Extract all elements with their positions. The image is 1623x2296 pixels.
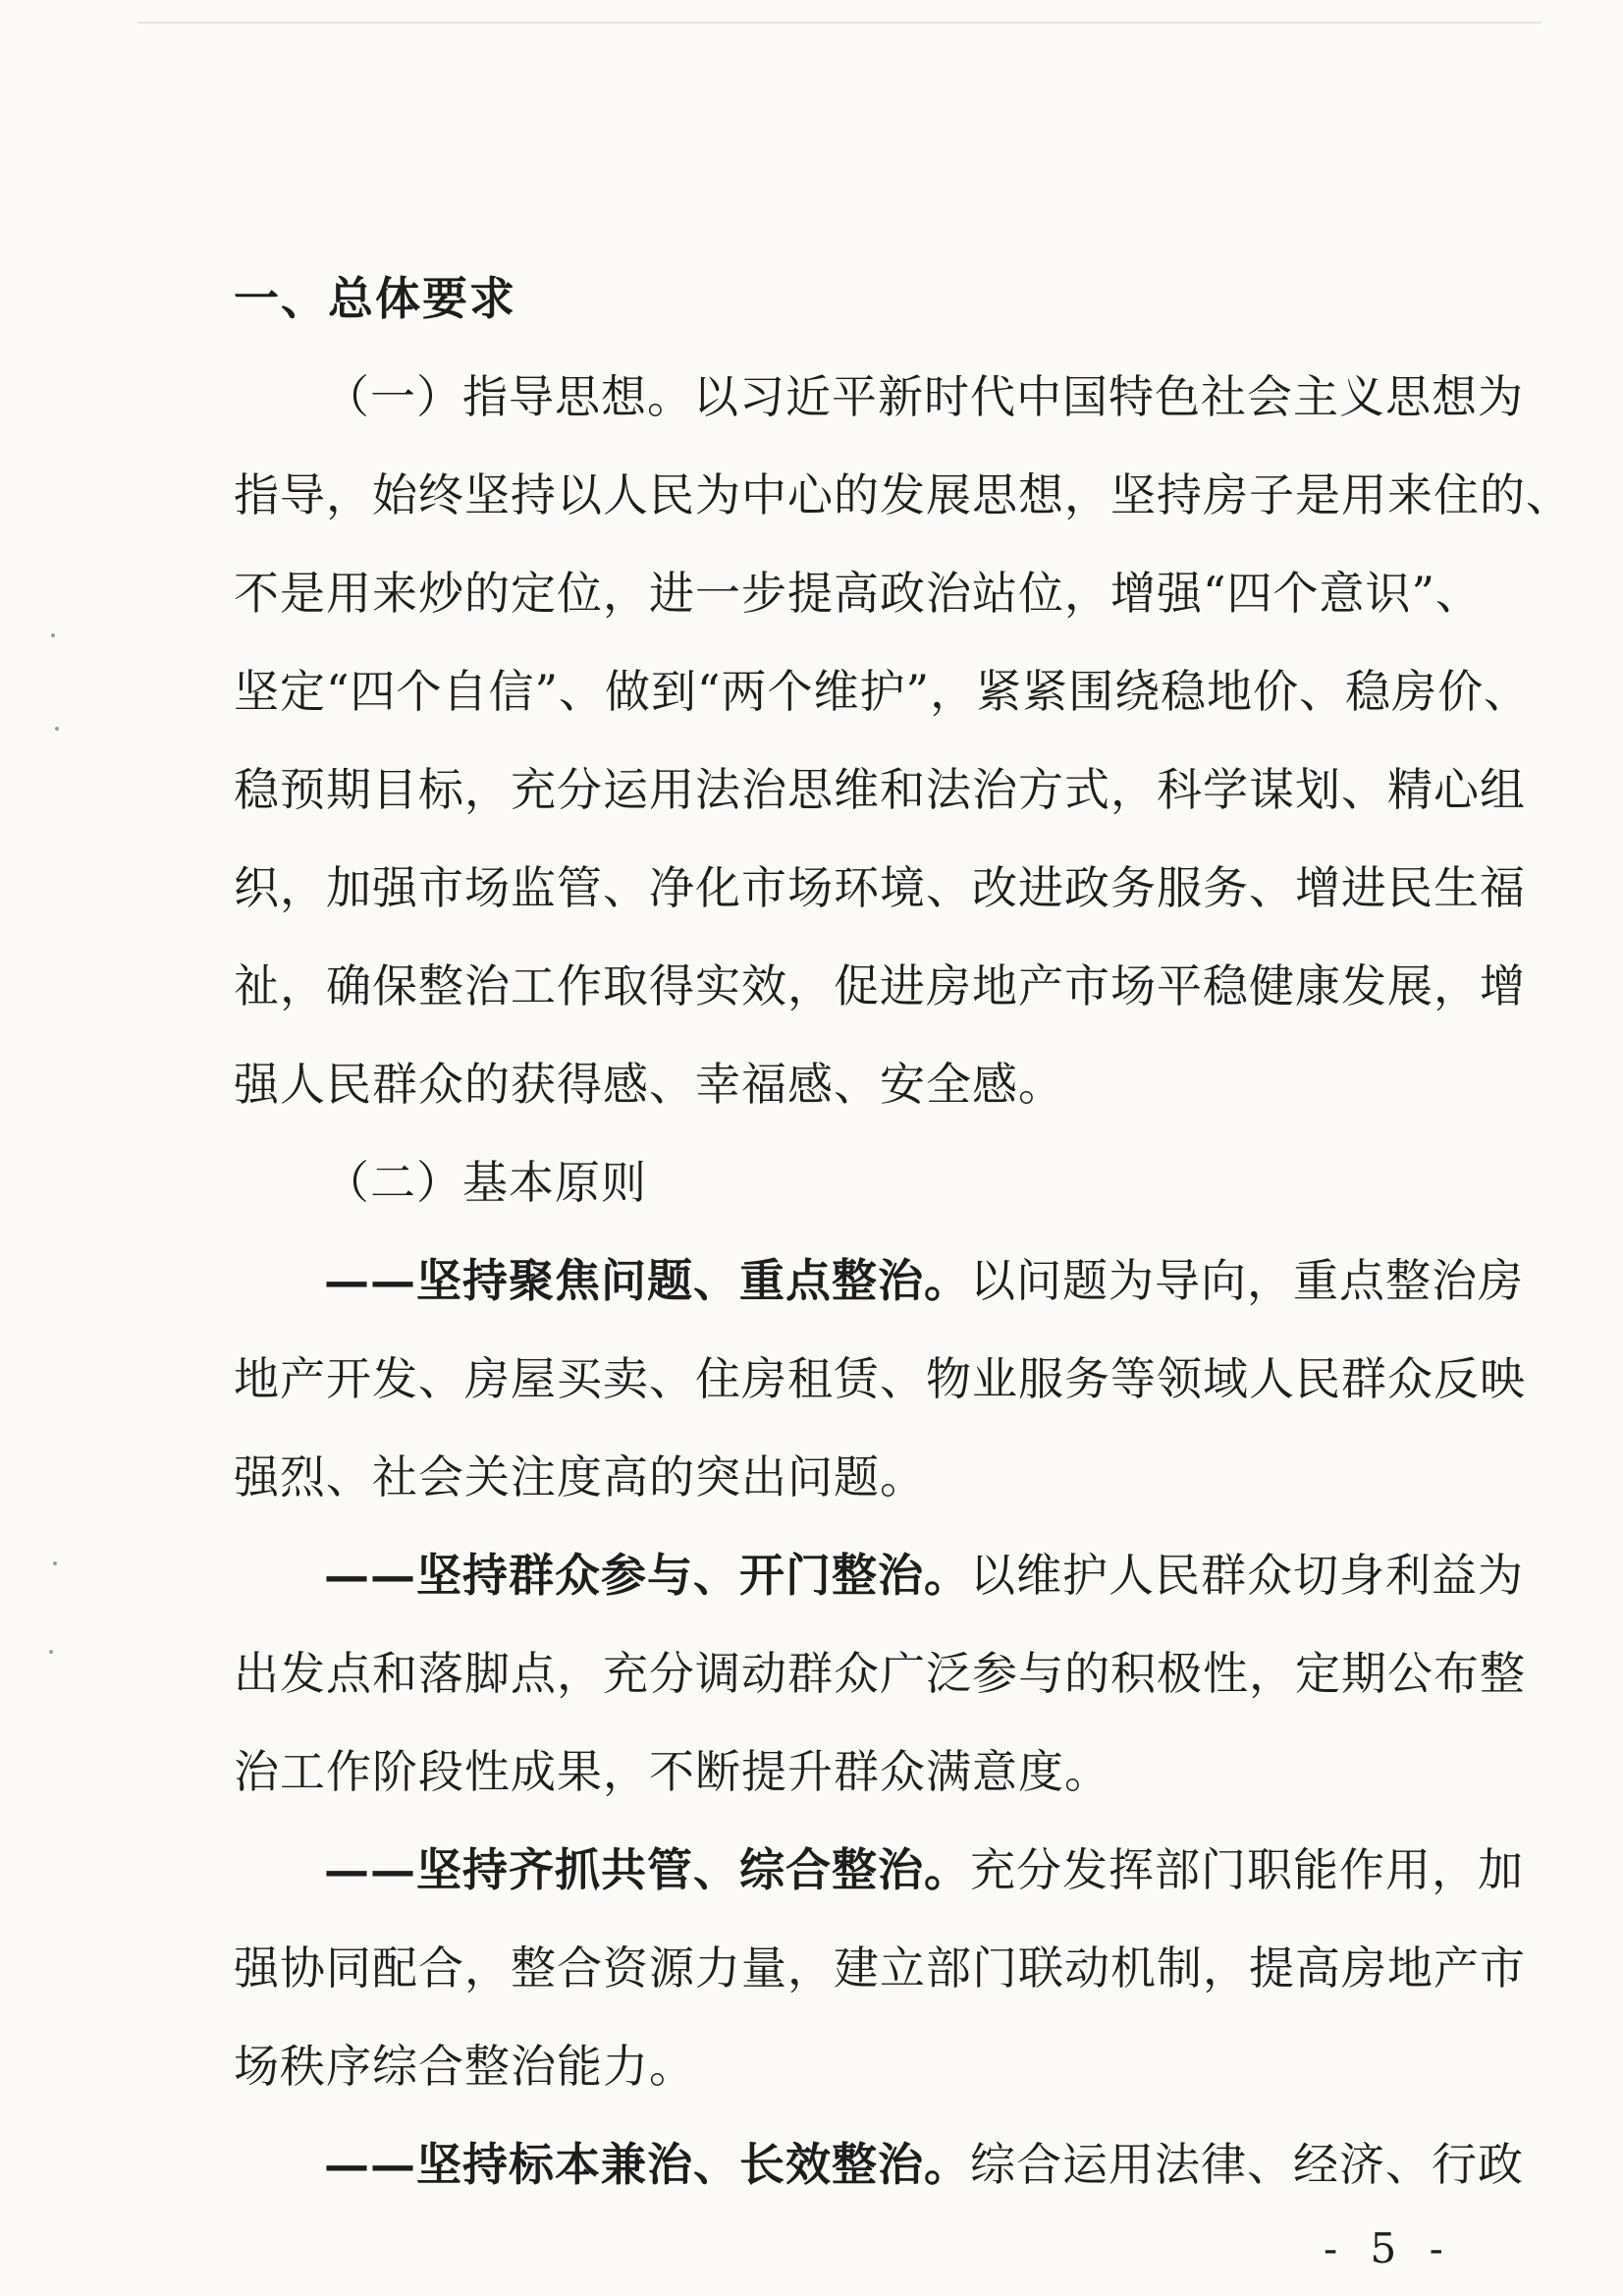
principle-line: ——坚持聚焦问题、重点整治。以问题为导向，重点整治房 <box>324 1254 1524 1307</box>
scan-speck <box>49 1650 53 1654</box>
paragraph-line: 织，加强市场监管、净化市场环境、改进政务服务、增进民生福 <box>234 861 1526 914</box>
paragraph-line: 治工作阶段性成果，不断提升群众满意度。 <box>234 1745 1110 1798</box>
subsection-label: （一）指导思想。 <box>324 370 693 423</box>
section-heading: 一、总体要求 <box>234 272 516 325</box>
paragraph-line: 指导，始终坚持以人民为中心的发展思想，坚持房子是用来住的、 <box>234 468 1572 521</box>
paragraph-line: 场秩序综合整治能力。 <box>234 2040 695 2093</box>
paragraph-line: 稳预期目标，充分运用法治思维和法治方式，科学谋划、精心组 <box>234 763 1526 816</box>
subsection-label: （二）基本原则 <box>324 1156 647 1209</box>
scan-speck <box>51 633 55 637</box>
paragraph-line: 强人民群众的获得感、幸福感、安全感。 <box>234 1058 1064 1111</box>
paragraph-line: 不是用来炒的定位，进一步提高政治站位，增强“四个意识”、 <box>234 567 1483 620</box>
paragraph-line: 祉，确保整治工作取得实效，促进房地产市场平稳健康发展，增 <box>234 959 1526 1012</box>
principle-line: ——坚持齐抓共管、综合整治。充分发挥部门职能作用，加 <box>324 1843 1524 1896</box>
paragraph-line: 强协同配合，整合资源力量，建立部门联动机制，提高房地产市 <box>234 1941 1526 1995</box>
paragraph-line: 强烈、社会关注度高的突出问题。 <box>234 1450 926 1503</box>
paragraph-line: （一）指导思想。以习近平新时代中国特色社会主义思想为 <box>324 370 1524 423</box>
principle-line: ——坚持标本兼治、长效整治。综合运用法律、经济、行政 <box>324 2138 1524 2191</box>
principle-title: ——坚持齐抓共管、综合整治。 <box>324 1843 970 1896</box>
page-number: - 5 - <box>1324 2224 1453 2272</box>
scan-speck <box>53 1561 57 1565</box>
scan-edge-line <box>137 22 1542 24</box>
scan-speck <box>55 727 59 731</box>
paragraph-line: 地产开发、房屋买卖、住房租赁、物业服务等领域人民群众反映 <box>234 1352 1526 1405</box>
paragraph-line: 出发点和落脚点，充分调动群众广泛参与的积极性，定期公布整 <box>234 1647 1526 1700</box>
principle-title: ——坚持标本兼治、长效整治。 <box>324 2138 970 2191</box>
principle-title: ——坚持群众参与、开门整治。 <box>324 1549 970 1602</box>
paragraph-line: 坚定“四个自信”、做到“两个维护”，紧紧围绕稳地价、稳房价、 <box>234 665 1531 718</box>
principle-line: ——坚持群众参与、开门整治。以维护人民群众切身利益为 <box>324 1549 1524 1602</box>
principle-title: ——坚持聚焦问题、重点整治。 <box>324 1254 970 1307</box>
